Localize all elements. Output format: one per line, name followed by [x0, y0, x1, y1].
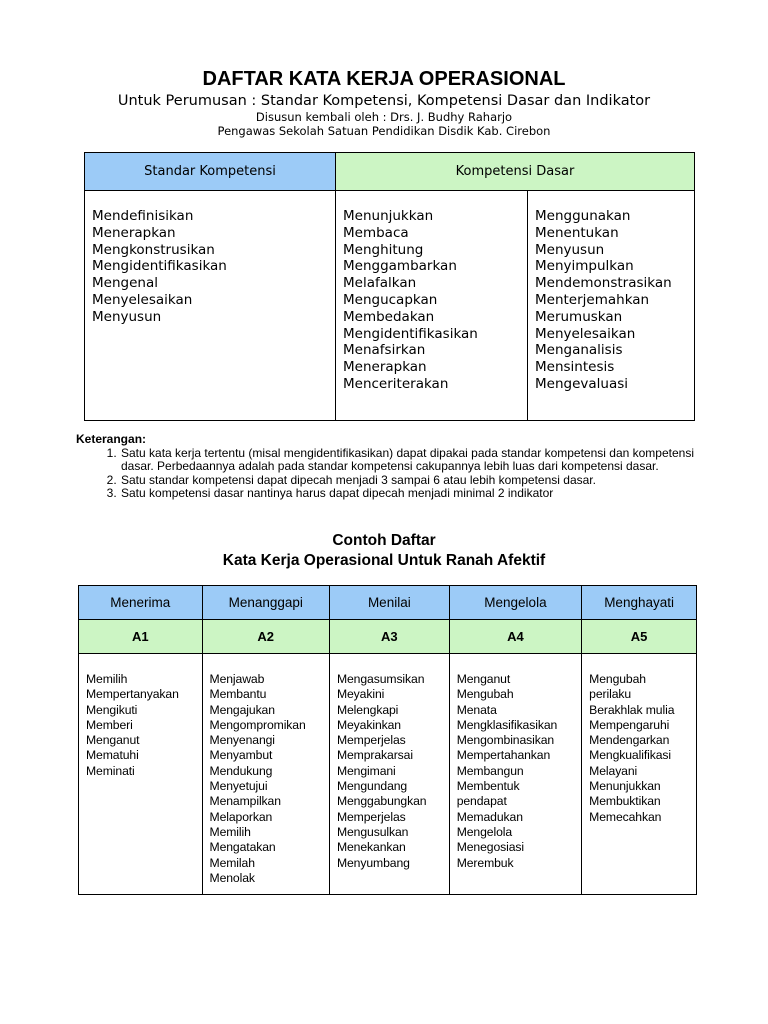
standar-list	[85, 191, 336, 421]
verb-item: Mensintesis	[535, 359, 615, 376]
verb-item: Mengkonstrusikan	[92, 241, 215, 258]
verb-item: Menerapkan	[343, 359, 427, 376]
notes-label: Keterangan:	[76, 432, 147, 446]
verb-item: Meminati	[86, 763, 135, 778]
verb-item: Menceriterakan	[343, 375, 449, 392]
verb-item: Melengkapi	[336, 702, 399, 717]
verb-item: Memadukan	[456, 809, 523, 824]
verb-item: Mempertanyakan	[86, 687, 179, 702]
header-menilai: Menilai	[329, 586, 449, 620]
verb-item: Menyambut	[209, 748, 273, 763]
verb-item: Menggunakan	[535, 208, 631, 224]
verb-item: Membangun	[456, 763, 524, 778]
verb-item: Mengatakan	[209, 840, 276, 855]
verb-item: Menyusun	[535, 241, 605, 258]
verb-item: Menyelesaikan	[92, 291, 193, 308]
verb-item: Memecahkan	[589, 809, 662, 824]
header-kompetensi-dasar: Kompetensi Dasar	[336, 153, 695, 191]
notes-list	[76, 447, 696, 501]
verb-item: Mengucapkan	[343, 291, 438, 308]
author-block	[0, 110, 768, 138]
verb-item: Mendukung	[209, 763, 273, 778]
verb-item: Berakhlak mulia	[589, 702, 675, 717]
column-menanggapi	[202, 672, 329, 895]
verb-table-affective	[78, 585, 697, 895]
verb-item: Mematuhi	[86, 748, 139, 763]
verb-item: Mengikuti	[86, 702, 138, 717]
verb-item: Mengasumsikan	[336, 672, 425, 686]
verb-item: Menggambarkan	[343, 258, 457, 275]
verb-item: Memberi	[86, 717, 133, 732]
verb-item: Melafalkan	[343, 275, 417, 292]
verb-table-competency	[84, 152, 695, 421]
kompetensi-list-a	[336, 191, 528, 421]
verb-item: Mempengaruhi	[589, 717, 670, 732]
verb-item: Menjawab	[209, 672, 265, 686]
verb-item: Menerapkan	[92, 224, 176, 241]
verb-item: Merembuk	[456, 855, 514, 870]
column-menilai	[329, 672, 449, 895]
header-menghayati: Menghayati	[582, 586, 697, 620]
verb-item: Mengkualifikasi	[589, 748, 671, 763]
code-a3: A3	[329, 620, 449, 654]
code-a2: A2	[202, 620, 329, 654]
verb-item: Memilah	[209, 855, 255, 870]
verb-item: Mengidentifikasikan	[92, 258, 227, 275]
verb-item: Meyakinkan	[336, 717, 401, 732]
verb-item: Menolak	[209, 870, 255, 885]
verb-item: Memilih	[209, 824, 251, 839]
verb-item: pendapat	[456, 794, 507, 809]
note-item: 1. Satu kata kerja tertentu (misal mengidentifikasikan) dapat dipakai pada standar kompetensi dan kompetensi dasar. Perbedaannya adalah pada standar kompetensi cakupannya lebih luas dari kompetensi dasar.	[120, 447, 696, 474]
column-menerima	[79, 672, 203, 895]
verb-item: Menyetujui	[209, 779, 268, 794]
compiled-by: Disusun kembali oleh : Drs. J. Budhy Raharjo	[255, 110, 513, 124]
verb-item: Menentukan	[535, 224, 619, 241]
header-menanggapi: Menanggapi	[202, 586, 329, 620]
verb-item: Mengusulkan	[336, 824, 409, 839]
verb-item: Mengombinasikan	[456, 733, 555, 748]
verb-item: Mengelola	[456, 824, 513, 839]
verb-item: Menyimpulkan	[535, 258, 634, 275]
verb-item: Menterjemahkan	[535, 291, 650, 308]
example-heading-line2: Kata Kerja Operasional Untuk Ranah Afektif	[222, 552, 546, 569]
author-position: Pengawas Sekolah Satuan Pendidikan Disdik Kab. Cirebon	[217, 124, 551, 138]
verb-item: Menyusun	[92, 308, 162, 325]
example-heading	[0, 531, 768, 571]
verb-item: Mengklasifikasikan	[456, 717, 558, 732]
verb-item: Memperjelas	[336, 733, 406, 748]
verb-item: Menata	[456, 702, 497, 717]
kompetensi-list-b	[528, 191, 695, 421]
verb-item: Memprakarsai	[336, 748, 413, 763]
verb-item: Menganalisis	[535, 342, 623, 359]
verb-item: Menyelesaikan	[535, 325, 636, 342]
verb-item: Mempertahankan	[456, 748, 551, 763]
verb-item: Menghitung	[343, 241, 424, 258]
verb-item: Menegosiasi	[456, 840, 525, 855]
verb-item: Meyakini	[336, 687, 385, 702]
verb-item: Menafsirkan	[343, 342, 426, 359]
verb-item: Mengevaluasi	[535, 375, 629, 392]
verb-item: Memilih	[86, 672, 128, 686]
verb-item: perilaku	[589, 687, 632, 702]
header-menerima: Menerima	[79, 586, 203, 620]
code-a1: A1	[79, 620, 203, 654]
note-item: 2. Satu standar kompetensi dapat dipecah menjadi 3 sampai 6 atau lebih kompetensi dasar.	[120, 474, 696, 488]
code-a4: A4	[449, 620, 581, 654]
notes-section	[76, 433, 696, 501]
verb-item: Menunjukkan	[589, 779, 661, 794]
page-subtitle: Untuk Perumusan : Standar Kompetensi, Kompetensi Dasar dan Indikator	[117, 93, 651, 109]
verb-item: Mendemonstrasikan	[535, 275, 672, 292]
verb-item: Membantu	[209, 687, 267, 702]
header-standar-kompetensi: Standar Kompetensi	[85, 153, 336, 191]
verb-item: Mengidentifikasikan	[343, 325, 478, 342]
verb-item: Mengenal	[92, 275, 158, 292]
verb-item: Mendengarkan	[589, 733, 670, 748]
verb-item: Membuktikan	[589, 794, 661, 809]
verb-item: Menganut	[456, 672, 511, 686]
verb-item: Mengimani	[336, 763, 396, 778]
page-title: DAFTAR KATA KERJA OPERASIONAL	[202, 68, 566, 90]
verb-item: Memperjelas	[336, 809, 406, 824]
verb-item: Menampilkan	[209, 794, 281, 809]
verb-item: Menganut	[86, 733, 140, 748]
verb-item: Melaporkan	[209, 809, 273, 824]
verb-item: Mengompromikan	[209, 717, 306, 732]
verb-item: Mengundang	[336, 779, 408, 794]
note-item: 3. Satu kompetensi dasar nantinya harus dapat dipecah menjadi minimal 2 indikator	[120, 487, 696, 501]
verb-item: Melayani	[589, 763, 638, 778]
verb-item: Membentuk	[456, 779, 520, 794]
verb-item: Mengubah	[589, 672, 646, 686]
verb-item: Menyenangi	[209, 733, 275, 748]
verb-item: Menggabungkan	[336, 794, 427, 809]
header-mengelola: Mengelola	[449, 586, 581, 620]
column-mengelola	[449, 672, 581, 895]
example-heading-line1: Contoh Daftar	[332, 532, 436, 549]
verb-item: Menekankan	[336, 840, 406, 855]
verb-item: Merumuskan	[535, 308, 623, 325]
verb-item: Menyumbang	[336, 855, 410, 870]
code-a5: A5	[582, 620, 697, 654]
verb-item: Mengajukan	[209, 702, 275, 717]
verb-item: Mendefinisikan	[92, 208, 194, 224]
column-menghayati	[582, 672, 697, 895]
verb-item: Menunjukkan	[343, 208, 434, 224]
verb-item: Mengubah	[456, 687, 514, 702]
verb-item: Membaca	[343, 224, 409, 241]
verb-item: Membedakan	[343, 308, 435, 325]
